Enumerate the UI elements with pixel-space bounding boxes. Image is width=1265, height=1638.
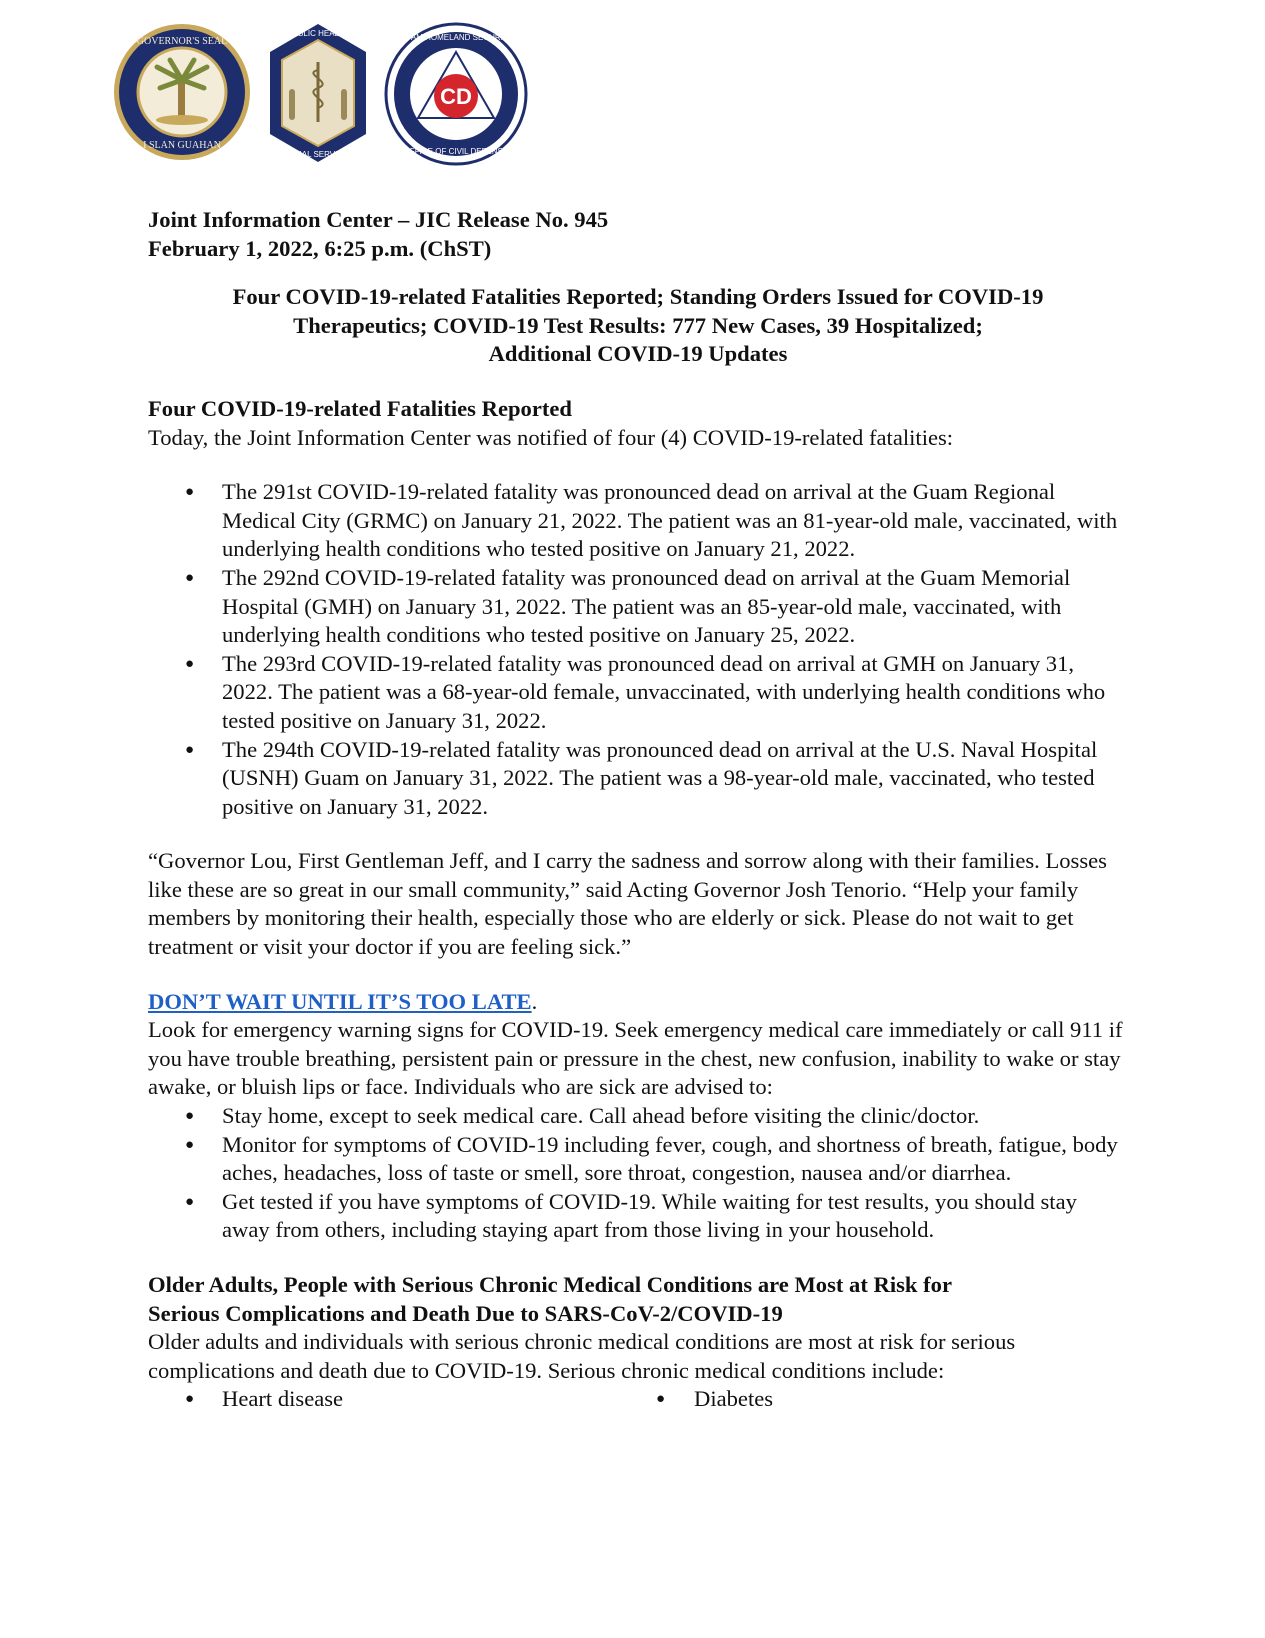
list-item: ● The 293rd COVID-19-related fatality was pronounced dead on arrival at GMH on January 31, 2022. The patient was a 68-year-old female, unvaccinated, with underlying health conditions who tested positive on January 31, 2022. — [148, 650, 1128, 736]
svg-text:SOCIAL SERVICES: SOCIAL SERVICES — [282, 150, 354, 159]
governor-quote: “Governor Lou, First Gentleman Jeff, and I carry the sadness and sorrow along with their families. Losses like these are so great in our small community,” said Acting Governor Josh Tenorio. “Help your family members by monitoring their health, especially those who are elderly or sick. Please do not wait to get treatment or visit your doctor if you are feeling sick.” — [148, 848, 1107, 960]
conditions-columns — [148, 1385, 1128, 1414]
older-adults-heading: Older Adults, People with Serious Chronic Medical Conditions are Most at Risk for — [148, 1272, 952, 1297]
homeland-security-seal-logo — [384, 22, 528, 166]
list-item: ● The 292nd COVID-19-related fatality was pronounced dead on arrival at the Guam Memorial Hospital (GMH) on January 31, 2022. The patient was an 85-year-old male, vaccinated, with underlying health conditions who tested positive on January 25, 2022. — [148, 564, 1128, 650]
governors-seal-logo — [112, 22, 252, 162]
fatalities-list — [148, 478, 1128, 821]
dont-wait-heading-line — [148, 988, 1128, 1017]
list-item: ● The 291st COVID-19-related fatality was pronounced dead on arrival at the Guam Regional Medical City (GRMC) on January 21, 2022. The patient was an 81-year-old male, vaccinated, with underlying health conditions who tested positive on January 21, 2022. — [148, 478, 1128, 564]
dont-wait-period: . — [531, 988, 538, 1014]
sick-advice-list — [148, 1102, 1128, 1245]
release-body — [148, 206, 1128, 1414]
release-number: Joint Information Center – JIC Release No. 945 — [148, 207, 609, 232]
conditions-list-col2 — [638, 1385, 1128, 1414]
conditions-list-col1 — [148, 1385, 638, 1414]
title-line: Therapeutics; COVID-19 Test Results: 777 New Cases, 39 Hospitalized; — [293, 312, 983, 338]
dont-wait-body: Look for emergency warning signs for COVID-19. Seek emergency medical care immediately or call 911 if you have trouble breathing, persistent pain or pressure in the chest, new confusion, inability to wake or stay awake, or bluish lips or face. Individuals who are sick are advised to: — [148, 1017, 1123, 1100]
fatalities-intro: Today, the Joint Information Center was notified of four (4) COVID-19-related fatalities: — [148, 424, 954, 450]
list-item: ● Get tested if you have symptoms of COVID-19. While waiting for test results, you should stay away from others, including staying apart from those living in your household. — [148, 1188, 1128, 1245]
list-item: ● The 294th COVID-19-related fatality was pronounced dead on arrival at the U.S. Naval Hospital (USNH) Guam on January 31, 2022. The patient was a 98-year-old male, vaccinated, who tested positive on January 31, 2022. — [148, 736, 1128, 822]
release-title — [148, 283, 1128, 369]
svg-text:GUAM HOMELAND SECURITY: GUAM HOMELAND SECURITY — [398, 33, 514, 42]
list-item: ● Heart disease — [148, 1385, 638, 1414]
public-health-seal-logo — [262, 22, 374, 164]
older-adults-body: Older adults and individuals with serious chronic medical conditions are most at risk for serious complications and death due to COVID-19. Serious chronic medical conditions include: — [148, 1329, 1016, 1383]
svg-text:I SLAN GUAHAN: I SLAN GUAHAN — [143, 140, 221, 151]
fatalities-heading: Four COVID-19-related Fatalities Reported — [148, 395, 572, 421]
svg-text:PUBLIC HEALTH: PUBLIC HEALTH — [286, 29, 350, 38]
release-date: February 1, 2022, 6:25 p.m. (ChST) — [148, 235, 492, 261]
svg-text:CD: CD — [440, 84, 472, 109]
dont-wait-link[interactable]: DON’T WAIT UNTIL IT’S TOO LATE — [148, 988, 532, 1014]
title-line: Additional COVID-19 Updates — [488, 341, 788, 367]
older-adults-heading: Serious Complications and Death Due to SARS-CoV-2/COVID-19 — [148, 1300, 783, 1326]
list-item: ● Diabetes — [638, 1385, 1128, 1414]
title-line: Four COVID-19-related Fatalities Reported; Standing Orders Issued for COVID-19 — [232, 284, 1044, 310]
list-item: ● Monitor for symptoms of COVID-19 including fever, cough, and shortness of breath, fatigue, body aches, headaches, loss of taste or smell, sore throat, congestion, nausea and/or diarrhea. — [148, 1131, 1128, 1188]
list-item: ● Stay home, except to seek medical care. Call ahead before visiting the clinic/doctor. — [148, 1102, 1128, 1131]
svg-text:GOVERNOR'S SEAL: GOVERNOR'S SEAL — [136, 36, 228, 47]
svg-text:OFFICE OF CIVIL DEFENSE: OFFICE OF CIVIL DEFENSE — [403, 147, 509, 156]
